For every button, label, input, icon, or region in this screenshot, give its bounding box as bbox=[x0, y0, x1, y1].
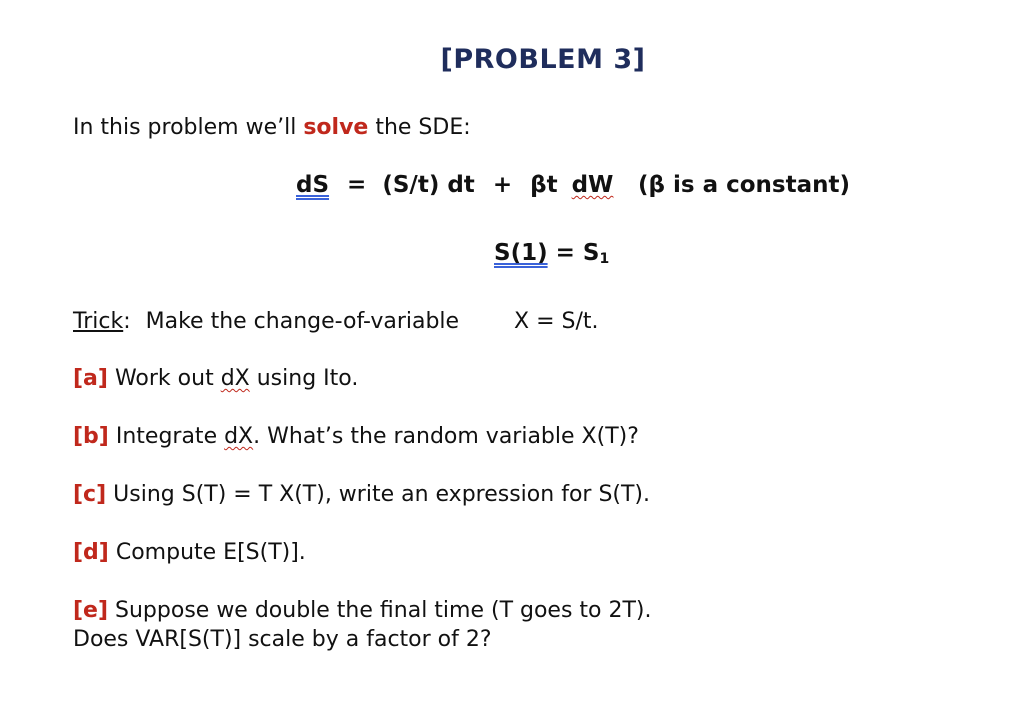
initial-rhs: = S bbox=[555, 240, 600, 266]
part-b-pre: Integrate bbox=[108, 424, 225, 449]
sde-dw: dW bbox=[571, 172, 614, 198]
part-e-tag: [e] bbox=[73, 598, 109, 623]
initial-lhs: S(1) bbox=[494, 240, 548, 266]
trick-colon: : bbox=[123, 309, 131, 334]
intro-before: In this problem we’ll bbox=[73, 115, 304, 140]
part-a-tag: [a] bbox=[73, 366, 108, 391]
intro-after: the SDE: bbox=[368, 115, 471, 140]
part-e-line2: Does VAR[S(T)] scale by a factor of 2? bbox=[73, 627, 492, 652]
sde-plus: + bbox=[492, 172, 513, 198]
part-b bbox=[73, 423, 639, 451]
part-d-tag: [d] bbox=[73, 540, 109, 565]
sde-drift: (S/t) dt bbox=[382, 172, 475, 198]
part-d-text: Compute E[S(T)]. bbox=[108, 540, 306, 565]
part-b-dx: dX bbox=[224, 424, 254, 449]
part-c bbox=[73, 481, 650, 509]
part-a bbox=[73, 365, 358, 393]
part-c-text: Using S(T) = T X(T), write an expression for S(T). bbox=[106, 482, 651, 507]
sde-note: (β is a constant) bbox=[638, 172, 850, 198]
page-title: [PROBLEM 3] bbox=[440, 44, 646, 75]
part-d bbox=[73, 539, 306, 567]
part-b-post: . What’s the random variable X(T)? bbox=[253, 424, 639, 449]
part-a-pre: Work out bbox=[107, 366, 221, 391]
sde-beta-t: βt bbox=[530, 172, 558, 198]
trick-text: Make the change-of-variable bbox=[145, 309, 460, 334]
sde-equals: = bbox=[347, 172, 367, 198]
trick-formula: X = S/t. bbox=[514, 309, 599, 334]
part-b-tag: [b] bbox=[73, 424, 109, 449]
part-c-tag: [c] bbox=[73, 482, 107, 507]
part-a-post: using Ito. bbox=[249, 366, 359, 391]
sde-lhs: dS bbox=[296, 172, 330, 198]
intro-highlight: solve bbox=[303, 115, 369, 140]
initial-subscript: 1 bbox=[599, 251, 610, 267]
part-e-line1: Suppose we double the final time (T goes to 2T). bbox=[108, 598, 652, 623]
initial-condition bbox=[494, 240, 609, 267]
part-a-dx: dX bbox=[220, 366, 250, 391]
intro-line bbox=[73, 114, 471, 142]
trick-label: Trick bbox=[73, 309, 124, 334]
trick-line bbox=[73, 308, 459, 336]
sde-equation bbox=[296, 172, 613, 198]
part-e bbox=[73, 597, 652, 625]
